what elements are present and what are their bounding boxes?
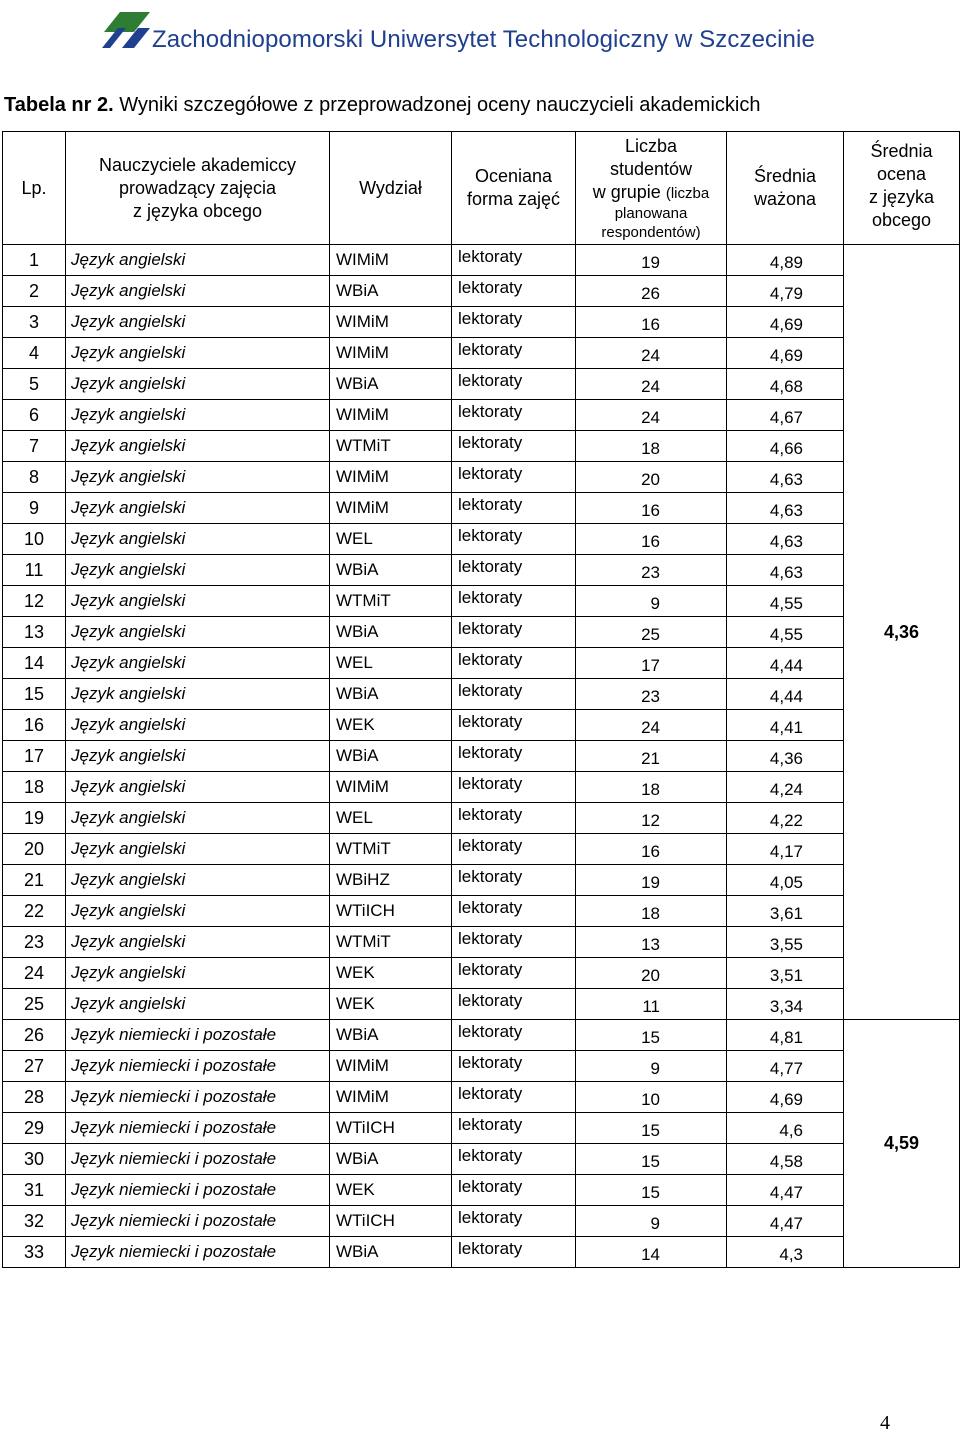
row-weighted-avg: 4,6 [727,1113,844,1144]
row-faculty: WIMiM [330,1082,452,1113]
table-row [3,679,960,710]
row-students: 24 [576,710,727,741]
row-weighted-avg: 4,24 [727,772,844,803]
row-lp: 4 [3,338,66,369]
row-students: 17 [576,648,727,679]
col-faculty-header: Wydział [330,132,452,245]
row-subject: Język niemiecki i pozostałe [66,1051,330,1082]
row-students: 16 [576,307,727,338]
row-subject: Język niemiecki i pozostałe [66,1237,330,1268]
row-subject: Język angielski [66,927,330,958]
row-students: 24 [576,400,727,431]
table-row [3,338,960,369]
table-row [3,1113,960,1144]
row-form: lektoraty [452,1051,576,1082]
table-row [3,710,960,741]
row-weighted-avg: 3,51 [727,958,844,989]
row-lp: 25 [3,989,66,1020]
col-students-text: (liczba [665,184,710,202]
row-weighted-avg: 4,47 [727,1175,844,1206]
row-weighted-avg: 4,63 [727,493,844,524]
row-subject: Język niemiecki i pozostałe [66,1113,330,1144]
institution-name: Zachodniopomorski Uniwersytet Technologiczny w Szczecinie [152,26,815,53]
table-row [3,772,960,803]
row-lp: 31 [3,1175,66,1206]
table-row [3,1206,960,1237]
row-lp: 22 [3,896,66,927]
group-average: 4,36 [844,245,960,1020]
row-students: 24 [576,338,727,369]
table-row [3,741,960,772]
row-faculty: WIMiM [330,462,452,493]
row-form: lektoraty [452,524,576,555]
row-faculty: WBiA [330,679,452,710]
row-lp: 20 [3,834,66,865]
row-form: lektoraty [452,1020,576,1051]
row-faculty: WTMiT [330,431,452,462]
table-row [3,400,960,431]
row-faculty: WTMiT [330,586,452,617]
row-lp: 28 [3,1082,66,1113]
row-faculty: WIMiM [330,772,452,803]
row-weighted-avg: 4,67 [727,400,844,431]
row-lp: 12 [3,586,66,617]
col-form-header [452,132,576,245]
row-subject: Język angielski [66,369,330,400]
row-form: lektoraty [452,803,576,834]
col-students-header [576,132,727,245]
row-weighted-avg: 4,17 [727,834,844,865]
row-subject: Język angielski [66,276,330,307]
row-students: 25 [576,617,727,648]
table-row [3,1020,960,1051]
row-lp: 16 [3,710,66,741]
col-teachers-line: z języka obcego [132,200,263,221]
row-form: lektoraty [452,958,576,989]
row-students: 19 [576,245,727,276]
row-weighted-avg: 3,34 [727,989,844,1020]
row-students: 16 [576,834,727,865]
row-faculty: WBiA [330,741,452,772]
row-weighted-avg: 4,41 [727,710,844,741]
row-form: lektoraty [452,338,576,369]
caption-label: Tabela nr 2. [4,94,114,116]
caption-text: Wyniki szczegółowe z przeprowadzonej oceny nauczycieli akademickich [119,94,761,116]
row-weighted-avg: 4,69 [727,338,844,369]
row-faculty: WBiA [330,369,452,400]
row-students: 15 [576,1175,727,1206]
row-form: lektoraty [452,586,576,617]
row-faculty: WTiICH [330,896,452,927]
row-form: lektoraty [452,400,576,431]
page-number: 4 [880,1412,890,1434]
row-subject: Język angielski [66,958,330,989]
row-form: lektoraty [452,710,576,741]
row-students: 20 [576,958,727,989]
table-row [3,493,960,524]
col-form-line: Oceniana [474,166,553,186]
col-teachers-line: Nauczyciele akademiccy [98,154,297,175]
row-students: 24 [576,369,727,400]
row-students: 23 [576,679,727,710]
col-weighted-line: Średnia [753,166,817,186]
row-weighted-avg: 4,55 [727,586,844,617]
row-form: lektoraty [452,369,576,400]
row-form: lektoraty [452,1237,576,1268]
row-lp: 23 [3,927,66,958]
col-average-line: Średnia [870,141,933,161]
row-weighted-avg: 4,58 [727,1144,844,1175]
row-weighted-avg: 4,05 [727,865,844,896]
table-caption [4,94,760,117]
row-lp: 10 [3,524,66,555]
row-form: lektoraty [452,276,576,307]
row-weighted-avg: 4,68 [727,369,844,400]
row-faculty: WBiA [330,1144,452,1175]
row-subject: Język niemiecki i pozostałe [66,1206,330,1237]
col-average-header [844,132,960,245]
row-faculty: WIMiM [330,338,452,369]
row-faculty: WIMiM [330,307,452,338]
row-lp: 7 [3,431,66,462]
row-subject: Język niemiecki i pozostałe [66,1175,330,1206]
row-subject: Język angielski [66,834,330,865]
row-weighted-avg: 4,44 [727,679,844,710]
row-faculty: WEK [330,989,452,1020]
row-students: 9 [576,586,727,617]
col-students-line: planowana [614,204,688,222]
row-students: 10 [576,1082,727,1113]
row-weighted-avg: 4,36 [727,741,844,772]
row-form: lektoraty [452,896,576,927]
row-subject: Język angielski [66,493,330,524]
row-students: 21 [576,741,727,772]
table-row [3,958,960,989]
row-faculty: WEL [330,524,452,555]
row-form: lektoraty [452,431,576,462]
row-students: 13 [576,927,727,958]
row-students: 20 [576,462,727,493]
row-subject: Język angielski [66,803,330,834]
col-average-line: obcego [871,210,932,230]
row-subject: Język angielski [66,338,330,369]
row-subject: Język angielski [66,431,330,462]
row-faculty: WBiA [330,1020,452,1051]
row-form: lektoraty [452,617,576,648]
row-form: lektoraty [452,648,576,679]
row-form: lektoraty [452,245,576,276]
table-row [3,1082,960,1113]
row-weighted-avg: 4,3 [727,1237,844,1268]
row-subject: Język angielski [66,648,330,679]
row-subject: Język angielski [66,462,330,493]
row-form: lektoraty [452,989,576,1020]
row-lp: 18 [3,772,66,803]
col-students-line: respondentów) [601,223,701,241]
row-subject: Język angielski [66,400,330,431]
row-weighted-avg: 4,47 [727,1206,844,1237]
row-faculty: WTiICH [330,1206,452,1237]
row-lp: 1 [3,245,66,276]
row-subject: Język niemiecki i pozostałe [66,1082,330,1113]
row-subject: Język angielski [66,245,330,276]
row-form: lektoraty [452,741,576,772]
row-lp: 2 [3,276,66,307]
row-lp: 27 [3,1051,66,1082]
col-form-line: forma zajęć [466,189,561,209]
row-students: 18 [576,431,727,462]
col-students-text: w grupie [592,181,661,202]
row-faculty: WTMiT [330,927,452,958]
table-row [3,896,960,927]
row-faculty: WEK [330,1175,452,1206]
row-lp: 19 [3,803,66,834]
row-weighted-avg: 4,66 [727,431,844,462]
row-subject: Język angielski [66,989,330,1020]
row-students: 16 [576,524,727,555]
row-students: 14 [576,1237,727,1268]
row-form: lektoraty [452,834,576,865]
row-weighted-avg: 4,89 [727,245,844,276]
table-row [3,369,960,400]
table-row [3,1237,960,1268]
row-weighted-avg: 4,79 [727,276,844,307]
row-subject: Język angielski [66,586,330,617]
row-students: 15 [576,1020,727,1051]
table-row [3,555,960,586]
row-students: 18 [576,772,727,803]
row-lp: 3 [3,307,66,338]
row-weighted-avg: 3,61 [727,896,844,927]
row-faculty: WBiA [330,276,452,307]
row-faculty: WIMiM [330,1051,452,1082]
row-lp: 24 [3,958,66,989]
row-lp: 30 [3,1144,66,1175]
row-weighted-avg: 4,69 [727,307,844,338]
university-logo-icon [100,10,152,50]
row-lp: 8 [3,462,66,493]
row-students: 9 [576,1206,727,1237]
row-faculty: WEK [330,958,452,989]
table-row [3,648,960,679]
row-students: 19 [576,865,727,896]
col-lp-header: Lp. [3,132,66,245]
table-row [3,1175,960,1206]
row-weighted-avg: 4,77 [727,1051,844,1082]
row-faculty: WEL [330,803,452,834]
row-form: lektoraty [452,1175,576,1206]
col-average-line: z języka [868,187,935,207]
table-row [3,1051,960,1082]
row-subject: Język angielski [66,865,330,896]
table-row [3,989,960,1020]
row-faculty: WIMiM [330,245,452,276]
row-lp: 32 [3,1206,66,1237]
row-lp: 9 [3,493,66,524]
row-lp: 21 [3,865,66,896]
row-students: 15 [576,1113,727,1144]
row-lp: 17 [3,741,66,772]
table-row [3,462,960,493]
table-row [3,865,960,896]
col-average-line: ocena [876,164,927,184]
row-faculty: WEL [330,648,452,679]
row-students: 26 [576,276,727,307]
col-teachers-header [66,132,330,245]
row-subject: Język angielski [66,679,330,710]
row-faculty: WBiA [330,617,452,648]
row-form: lektoraty [452,462,576,493]
row-form: lektoraty [452,679,576,710]
row-lp: 6 [3,400,66,431]
row-weighted-avg: 4,63 [727,524,844,555]
row-weighted-avg: 4,81 [727,1020,844,1051]
col-students-line: studentów [609,158,693,179]
row-weighted-avg: 4,22 [727,803,844,834]
col-weighted-line: ważona [753,189,817,209]
row-students: 16 [576,493,727,524]
row-weighted-avg: 4,63 [727,555,844,586]
table-row [3,431,960,462]
row-lp: 13 [3,617,66,648]
row-students: 15 [576,1144,727,1175]
table-row [3,524,960,555]
table-row [3,617,960,648]
row-lp: 5 [3,369,66,400]
header-row [3,132,960,245]
row-students: 23 [576,555,727,586]
results-table [2,131,960,1268]
row-weighted-avg: 4,69 [727,1082,844,1113]
table-row [3,834,960,865]
row-weighted-avg: 4,44 [727,648,844,679]
row-lp: 33 [3,1237,66,1268]
row-faculty: WBiHZ [330,865,452,896]
table-row [3,307,960,338]
row-subject: Język angielski [66,772,330,803]
row-subject: Język angielski [66,896,330,927]
row-form: lektoraty [452,927,576,958]
row-faculty: WTMiT [330,834,452,865]
row-form: lektoraty [452,1113,576,1144]
row-form: lektoraty [452,865,576,896]
row-form: lektoraty [452,307,576,338]
row-faculty: WTiICH [330,1113,452,1144]
row-students: 18 [576,896,727,927]
row-form: lektoraty [452,1206,576,1237]
row-students: 11 [576,989,727,1020]
group-average: 4,59 [844,1020,960,1268]
table-row [3,586,960,617]
table-row [3,803,960,834]
row-lp: 15 [3,679,66,710]
row-faculty: WBiA [330,1237,452,1268]
row-faculty: WBiA [330,555,452,586]
row-subject: Język angielski [66,307,330,338]
row-weighted-avg: 4,63 [727,462,844,493]
row-subject: Język angielski [66,710,330,741]
row-lp: 14 [3,648,66,679]
row-students: 12 [576,803,727,834]
row-subject: Język angielski [66,555,330,586]
table-row [3,927,960,958]
col-teachers-line: prowadzący zajęcia [118,177,277,198]
row-form: lektoraty [452,493,576,524]
row-faculty: WIMiM [330,493,452,524]
col-students-line [576,181,726,204]
row-subject: Język niemiecki i pozostałe [66,1020,330,1051]
row-students: 9 [576,1051,727,1082]
row-faculty: WIMiM [330,400,452,431]
row-form: lektoraty [452,1144,576,1175]
row-weighted-avg: 4,55 [727,617,844,648]
row-form: lektoraty [452,1082,576,1113]
table-row [3,1144,960,1175]
row-subject: Język angielski [66,617,330,648]
row-lp: 29 [3,1113,66,1144]
row-weighted-avg: 3,55 [727,927,844,958]
row-faculty: WEK [330,710,452,741]
row-subject: Język angielski [66,741,330,772]
table-body [3,245,960,1268]
col-weighted-header [727,132,844,245]
row-lp: 11 [3,555,66,586]
col-students-line: Liczba [624,135,678,156]
row-subject: Język angielski [66,524,330,555]
table-row [3,276,960,307]
row-form: lektoraty [452,772,576,803]
table-row [3,245,960,276]
university-header [100,8,820,56]
row-lp: 26 [3,1020,66,1051]
row-subject: Język niemiecki i pozostałe [66,1144,330,1175]
row-form: lektoraty [452,555,576,586]
